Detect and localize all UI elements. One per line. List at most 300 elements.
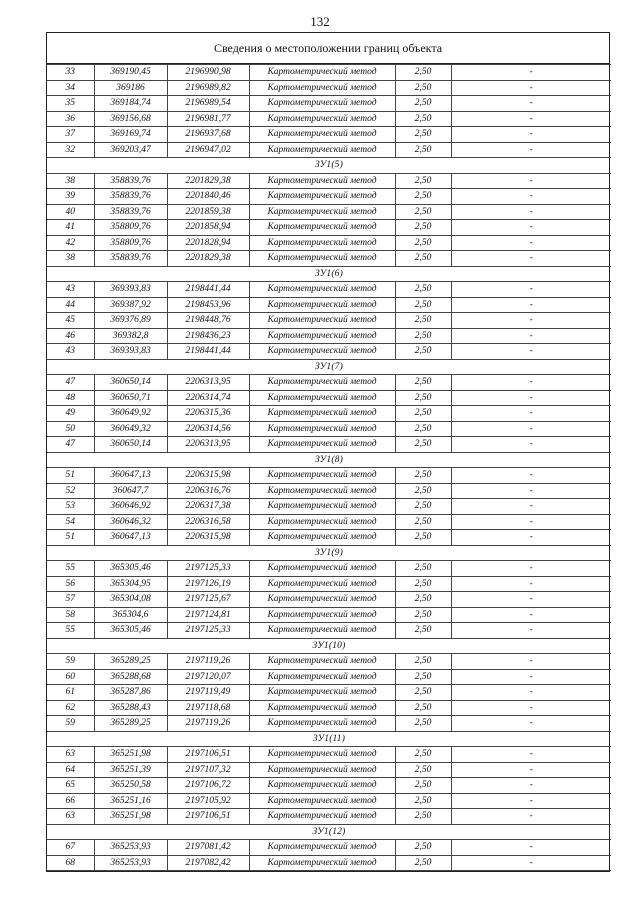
coord-y-cell: 2201829,38 xyxy=(167,173,249,189)
table-row xyxy=(47,700,611,716)
accuracy-cell: 2,50 xyxy=(395,561,451,577)
method-cell: Картометрический метод xyxy=(249,235,395,251)
table-row xyxy=(47,111,611,127)
point-number-cell: 43 xyxy=(47,344,94,360)
method-cell: Картометрический метод xyxy=(249,65,395,81)
method-cell: Картометрический метод xyxy=(249,855,395,871)
coord-x-cell: 365289,25 xyxy=(94,654,167,670)
coord-x-cell: 358839,76 xyxy=(94,173,167,189)
method-cell: Картометрический метод xyxy=(249,623,395,639)
coord-x-cell: 360650,14 xyxy=(94,375,167,391)
coord-y-cell: 2196989,82 xyxy=(167,80,249,96)
method-cell: Картометрический метод xyxy=(249,809,395,825)
point-number-cell: 62 xyxy=(47,700,94,716)
point-number-cell: 49 xyxy=(47,406,94,422)
accuracy-cell: 2,50 xyxy=(395,142,451,158)
point-number-cell: 44 xyxy=(47,297,94,313)
note-cell: - xyxy=(451,421,611,437)
accuracy-cell: 2,50 xyxy=(395,375,451,391)
point-number-cell: 47 xyxy=(47,375,94,391)
note-cell: - xyxy=(451,344,611,360)
coord-x-cell: 360647,13 xyxy=(94,468,167,484)
coord-x-cell: 360650,14 xyxy=(94,437,167,453)
table-row xyxy=(47,421,611,437)
coord-x-cell: 360649,32 xyxy=(94,421,167,437)
coord-x-cell: 365288,68 xyxy=(94,669,167,685)
section-label: ЗУ1(10) xyxy=(47,638,611,654)
coord-y-cell: 2197125,67 xyxy=(167,592,249,608)
table-row xyxy=(47,623,611,639)
accuracy-cell: 2,50 xyxy=(395,173,451,189)
coord-x-cell: 360650,71 xyxy=(94,390,167,406)
coord-x-cell: 360646,92 xyxy=(94,499,167,515)
coord-y-cell: 2197124,81 xyxy=(167,607,249,623)
note-cell: - xyxy=(451,685,611,701)
coord-y-cell: 2197106,72 xyxy=(167,778,249,794)
table-row xyxy=(47,747,611,763)
accuracy-cell: 2,50 xyxy=(395,809,451,825)
accuracy-cell: 2,50 xyxy=(395,80,451,96)
method-cell: Картометрический метод xyxy=(249,685,395,701)
point-number-cell: 63 xyxy=(47,747,94,763)
coord-y-cell: 2197082,42 xyxy=(167,855,249,871)
method-cell: Картометрический метод xyxy=(249,514,395,530)
method-cell: Картометрический метод xyxy=(249,328,395,344)
note-cell: - xyxy=(451,406,611,422)
accuracy-cell: 2,50 xyxy=(395,530,451,546)
section-row xyxy=(47,545,611,561)
point-number-cell: 38 xyxy=(47,173,94,189)
coord-y-cell: 2206313,95 xyxy=(167,375,249,391)
section-label: ЗУ1(12) xyxy=(47,824,611,840)
method-cell: Картометрический метод xyxy=(249,700,395,716)
note-cell: - xyxy=(451,313,611,329)
table-row xyxy=(47,173,611,189)
coord-x-cell: 369184,74 xyxy=(94,96,167,112)
coord-x-cell: 358839,76 xyxy=(94,251,167,267)
point-number-cell: 40 xyxy=(47,204,94,220)
point-number-cell: 43 xyxy=(47,282,94,298)
coord-y-cell: 2197125,33 xyxy=(167,623,249,639)
page-number: 132 xyxy=(310,14,330,29)
table-row xyxy=(47,406,611,422)
note-cell: - xyxy=(451,282,611,298)
point-number-cell: 39 xyxy=(47,189,94,205)
point-number-cell: 58 xyxy=(47,607,94,623)
accuracy-cell: 2,50 xyxy=(395,189,451,205)
table-row xyxy=(47,669,611,685)
coord-x-cell: 365250,58 xyxy=(94,778,167,794)
table-row xyxy=(47,220,611,236)
method-cell: Картометрический метод xyxy=(249,189,395,205)
method-cell: Картометрический метод xyxy=(249,173,395,189)
point-number-cell: 41 xyxy=(47,220,94,236)
coord-y-cell: 2197107,32 xyxy=(167,762,249,778)
method-cell: Картометрический метод xyxy=(249,561,395,577)
note-cell: - xyxy=(451,669,611,685)
table-row xyxy=(47,576,611,592)
table-row xyxy=(47,251,611,267)
table-row xyxy=(47,793,611,809)
section-row xyxy=(47,359,611,375)
coord-y-cell: 2196937,68 xyxy=(167,127,249,143)
note-cell: - xyxy=(451,592,611,608)
coord-y-cell: 2206316,76 xyxy=(167,483,249,499)
note-cell: - xyxy=(451,499,611,515)
accuracy-cell: 2,50 xyxy=(395,592,451,608)
accuracy-cell: 2,50 xyxy=(395,840,451,856)
point-number-cell: 67 xyxy=(47,840,94,856)
coord-y-cell: 2197125,33 xyxy=(167,561,249,577)
method-cell: Картометрический метод xyxy=(249,576,395,592)
table-row xyxy=(47,80,611,96)
point-number-cell: 35 xyxy=(47,96,94,112)
coord-x-cell: 365304,6 xyxy=(94,607,167,623)
accuracy-cell: 2,50 xyxy=(395,421,451,437)
note-cell: - xyxy=(451,111,611,127)
accuracy-cell: 2,50 xyxy=(395,576,451,592)
coord-y-cell: 2206315,98 xyxy=(167,468,249,484)
accuracy-cell: 2,50 xyxy=(395,111,451,127)
note-cell: - xyxy=(451,65,611,81)
method-cell: Картометрический метод xyxy=(249,483,395,499)
note-cell: - xyxy=(451,561,611,577)
table-row xyxy=(47,592,611,608)
coord-x-cell: 369387,92 xyxy=(94,297,167,313)
point-number-cell: 52 xyxy=(47,483,94,499)
coord-x-cell: 365289,25 xyxy=(94,716,167,732)
note-cell: - xyxy=(451,297,611,313)
accuracy-cell: 2,50 xyxy=(395,235,451,251)
section-row xyxy=(47,266,611,282)
note-cell: - xyxy=(451,173,611,189)
section-label: ЗУ1(6) xyxy=(47,266,611,282)
coord-y-cell: 2206317,38 xyxy=(167,499,249,515)
note-cell: - xyxy=(451,96,611,112)
accuracy-cell: 2,50 xyxy=(395,514,451,530)
coord-y-cell: 2201828,94 xyxy=(167,235,249,251)
point-number-cell: 53 xyxy=(47,499,94,515)
note-cell: - xyxy=(451,793,611,809)
coord-x-cell: 365304,95 xyxy=(94,576,167,592)
method-cell: Картометрический метод xyxy=(249,375,395,391)
method-cell: Картометрический метод xyxy=(249,390,395,406)
note-cell: - xyxy=(451,762,611,778)
coord-y-cell: 2196990,98 xyxy=(167,65,249,81)
coord-x-cell: 358809,76 xyxy=(94,220,167,236)
accuracy-cell: 2,50 xyxy=(395,65,451,81)
method-cell: Картометрический метод xyxy=(249,313,395,329)
method-cell: Картометрический метод xyxy=(249,282,395,298)
coord-x-cell: 369190,45 xyxy=(94,65,167,81)
table-row xyxy=(47,778,611,794)
note-cell: - xyxy=(451,127,611,143)
point-number-cell: 61 xyxy=(47,685,94,701)
note-cell: - xyxy=(451,700,611,716)
point-number-cell: 60 xyxy=(47,669,94,685)
point-number-cell: 32 xyxy=(47,142,94,158)
method-cell: Картометрический метод xyxy=(249,840,395,856)
accuracy-cell: 2,50 xyxy=(395,762,451,778)
coord-x-cell: 365304,08 xyxy=(94,592,167,608)
coord-x-cell: 365251,39 xyxy=(94,762,167,778)
note-cell: - xyxy=(451,607,611,623)
method-cell: Картометрический метод xyxy=(249,437,395,453)
method-cell: Картометрический метод xyxy=(249,778,395,794)
coord-x-cell: 365287,86 xyxy=(94,685,167,701)
point-number-cell: 65 xyxy=(47,778,94,794)
section-row xyxy=(47,158,611,174)
method-cell: Картометрический метод xyxy=(249,468,395,484)
accuracy-cell: 2,50 xyxy=(395,669,451,685)
note-cell: - xyxy=(451,235,611,251)
coord-y-cell: 2197118,68 xyxy=(167,700,249,716)
coord-x-cell: 369393,83 xyxy=(94,344,167,360)
point-number-cell: 37 xyxy=(47,127,94,143)
coord-y-cell: 2206314,74 xyxy=(167,390,249,406)
point-number-cell: 38 xyxy=(47,251,94,267)
accuracy-cell: 2,50 xyxy=(395,344,451,360)
coord-y-cell: 2206313,95 xyxy=(167,437,249,453)
accuracy-cell: 2,50 xyxy=(395,437,451,453)
table-row xyxy=(47,607,611,623)
coord-y-cell: 2196947,02 xyxy=(167,142,249,158)
coord-y-cell: 2198441,44 xyxy=(167,282,249,298)
table-row xyxy=(47,514,611,530)
method-cell: Картометрический метод xyxy=(249,530,395,546)
coord-x-cell: 358839,76 xyxy=(94,189,167,205)
accuracy-cell: 2,50 xyxy=(395,700,451,716)
coord-x-cell: 365251,98 xyxy=(94,809,167,825)
coord-x-cell: 360647,13 xyxy=(94,530,167,546)
coord-x-cell: 360647,7 xyxy=(94,483,167,499)
coord-y-cell: 2196981,77 xyxy=(167,111,249,127)
section-label: ЗУ1(5) xyxy=(47,158,611,174)
coord-x-cell: 369186 xyxy=(94,80,167,96)
accuracy-cell: 2,50 xyxy=(395,685,451,701)
coord-y-cell: 2206316,58 xyxy=(167,514,249,530)
note-cell: - xyxy=(451,483,611,499)
coord-y-cell: 2197106,51 xyxy=(167,809,249,825)
section-label: ЗУ1(8) xyxy=(47,452,611,468)
point-number-cell: 57 xyxy=(47,592,94,608)
point-number-cell: 54 xyxy=(47,514,94,530)
method-cell: Картометрический метод xyxy=(249,421,395,437)
coord-x-cell: 369376,89 xyxy=(94,313,167,329)
accuracy-cell: 2,50 xyxy=(395,406,451,422)
table-row xyxy=(47,189,611,205)
note-cell: - xyxy=(451,514,611,530)
coord-y-cell: 2201829,38 xyxy=(167,251,249,267)
accuracy-cell: 2,50 xyxy=(395,127,451,143)
coord-x-cell: 369156,68 xyxy=(94,111,167,127)
note-cell: - xyxy=(451,809,611,825)
coord-x-cell: 369169,74 xyxy=(94,127,167,143)
table-row xyxy=(47,313,611,329)
coord-y-cell: 2201840,46 xyxy=(167,189,249,205)
note-cell: - xyxy=(451,778,611,794)
note-cell: - xyxy=(451,855,611,871)
coord-y-cell: 2197120,07 xyxy=(167,669,249,685)
table-row xyxy=(47,437,611,453)
method-cell: Картометрический метод xyxy=(249,607,395,623)
point-number-cell: 56 xyxy=(47,576,94,592)
table-row xyxy=(47,328,611,344)
accuracy-cell: 2,50 xyxy=(395,483,451,499)
coord-x-cell: 369382,8 xyxy=(94,328,167,344)
coord-y-cell: 2197119,26 xyxy=(167,654,249,670)
table-row xyxy=(47,96,611,112)
accuracy-cell: 2,50 xyxy=(395,297,451,313)
coord-y-cell: 2206315,36 xyxy=(167,406,249,422)
point-number-cell: 55 xyxy=(47,561,94,577)
accuracy-cell: 2,50 xyxy=(395,220,451,236)
section-label: ЗУ1(9) xyxy=(47,545,611,561)
table-row xyxy=(47,142,611,158)
table-row xyxy=(47,840,611,856)
note-cell: - xyxy=(451,375,611,391)
note-cell: - xyxy=(451,716,611,732)
coord-x-cell: 365251,98 xyxy=(94,747,167,763)
boundary-table-sheet xyxy=(46,32,610,872)
coord-y-cell: 2201858,94 xyxy=(167,220,249,236)
point-number-cell: 55 xyxy=(47,623,94,639)
accuracy-cell: 2,50 xyxy=(395,390,451,406)
note-cell: - xyxy=(451,204,611,220)
point-number-cell: 59 xyxy=(47,654,94,670)
note-cell: - xyxy=(451,390,611,406)
coord-y-cell: 2198436,23 xyxy=(167,328,249,344)
accuracy-cell: 2,50 xyxy=(395,328,451,344)
accuracy-cell: 2,50 xyxy=(395,716,451,732)
note-cell: - xyxy=(451,251,611,267)
table-row xyxy=(47,530,611,546)
point-number-cell: 64 xyxy=(47,762,94,778)
method-cell: Картометрический метод xyxy=(249,406,395,422)
coord-y-cell: 2198441,44 xyxy=(167,344,249,360)
coord-y-cell: 2206314,56 xyxy=(167,421,249,437)
table-row xyxy=(47,235,611,251)
table-row xyxy=(47,499,611,515)
note-cell: - xyxy=(451,576,611,592)
table-row xyxy=(47,204,611,220)
coord-y-cell: 2197126,19 xyxy=(167,576,249,592)
table-row xyxy=(47,654,611,670)
note-cell: - xyxy=(451,80,611,96)
coord-x-cell: 369393,83 xyxy=(94,282,167,298)
coord-y-cell: 2197119,26 xyxy=(167,716,249,732)
method-cell: Картометрический метод xyxy=(249,204,395,220)
table-row xyxy=(47,561,611,577)
section-row xyxy=(47,452,611,468)
coord-y-cell: 2196989,54 xyxy=(167,96,249,112)
point-number-cell: 66 xyxy=(47,793,94,809)
method-cell: Картометрический метод xyxy=(249,793,395,809)
accuracy-cell: 2,50 xyxy=(395,654,451,670)
note-cell: - xyxy=(451,468,611,484)
point-number-cell: 47 xyxy=(47,437,94,453)
note-cell: - xyxy=(451,437,611,453)
method-cell: Картометрический метод xyxy=(249,592,395,608)
table-row xyxy=(47,65,611,81)
accuracy-cell: 2,50 xyxy=(395,793,451,809)
method-cell: Картометрический метод xyxy=(249,654,395,670)
section-label: ЗУ1(11) xyxy=(47,731,611,747)
note-cell: - xyxy=(451,189,611,205)
accuracy-cell: 2,50 xyxy=(395,607,451,623)
accuracy-cell: 2,50 xyxy=(395,204,451,220)
coord-x-cell: 360646,32 xyxy=(94,514,167,530)
point-number-cell: 45 xyxy=(47,313,94,329)
table-row xyxy=(47,344,611,360)
table-row xyxy=(47,716,611,732)
method-cell: Картометрический метод xyxy=(249,344,395,360)
table-row xyxy=(47,390,611,406)
accuracy-cell: 2,50 xyxy=(395,855,451,871)
method-cell: Картометрический метод xyxy=(249,747,395,763)
coord-x-cell: 365253,93 xyxy=(94,855,167,871)
table-row xyxy=(47,809,611,825)
coord-x-cell: 369203,47 xyxy=(94,142,167,158)
note-cell: - xyxy=(451,747,611,763)
accuracy-cell: 2,50 xyxy=(395,96,451,112)
table-header-title: Сведения о местоположении границ объекта xyxy=(47,33,609,64)
accuracy-cell: 2,50 xyxy=(395,468,451,484)
point-number-cell: 51 xyxy=(47,468,94,484)
point-number-cell: 68 xyxy=(47,855,94,871)
point-number-cell: 50 xyxy=(47,421,94,437)
boundary-points-table xyxy=(47,64,611,871)
method-cell: Картометрический метод xyxy=(249,220,395,236)
note-cell: - xyxy=(451,530,611,546)
table-row xyxy=(47,127,611,143)
method-cell: Картометрический метод xyxy=(249,251,395,267)
point-number-cell: 51 xyxy=(47,530,94,546)
accuracy-cell: 2,50 xyxy=(395,747,451,763)
method-cell: Картометрический метод xyxy=(249,762,395,778)
method-cell: Картометрический метод xyxy=(249,716,395,732)
point-number-cell: 34 xyxy=(47,80,94,96)
method-cell: Картометрический метод xyxy=(249,297,395,313)
coord-y-cell: 2197119,49 xyxy=(167,685,249,701)
note-cell: - xyxy=(451,142,611,158)
coord-x-cell: 365253,93 xyxy=(94,840,167,856)
table-row xyxy=(47,297,611,313)
coord-x-cell: 358809,76 xyxy=(94,235,167,251)
table-row xyxy=(47,375,611,391)
coord-y-cell: 2206315,98 xyxy=(167,530,249,546)
coord-y-cell: 2201859,38 xyxy=(167,204,249,220)
note-cell: - xyxy=(451,840,611,856)
coord-y-cell: 2198453,96 xyxy=(167,297,249,313)
table-row xyxy=(47,282,611,298)
coord-x-cell: 365305,46 xyxy=(94,561,167,577)
coord-x-cell: 365251,16 xyxy=(94,793,167,809)
accuracy-cell: 2,50 xyxy=(395,499,451,515)
coord-y-cell: 2198448,76 xyxy=(167,313,249,329)
point-number-cell: 59 xyxy=(47,716,94,732)
table-row xyxy=(47,762,611,778)
table-row xyxy=(47,468,611,484)
method-cell: Картометрический метод xyxy=(249,80,395,96)
coord-x-cell: 365305,46 xyxy=(94,623,167,639)
note-cell: - xyxy=(451,220,611,236)
table-row xyxy=(47,855,611,871)
method-cell: Картометрический метод xyxy=(249,111,395,127)
coord-y-cell: 2197105,92 xyxy=(167,793,249,809)
point-number-cell: 46 xyxy=(47,328,94,344)
note-cell: - xyxy=(451,328,611,344)
